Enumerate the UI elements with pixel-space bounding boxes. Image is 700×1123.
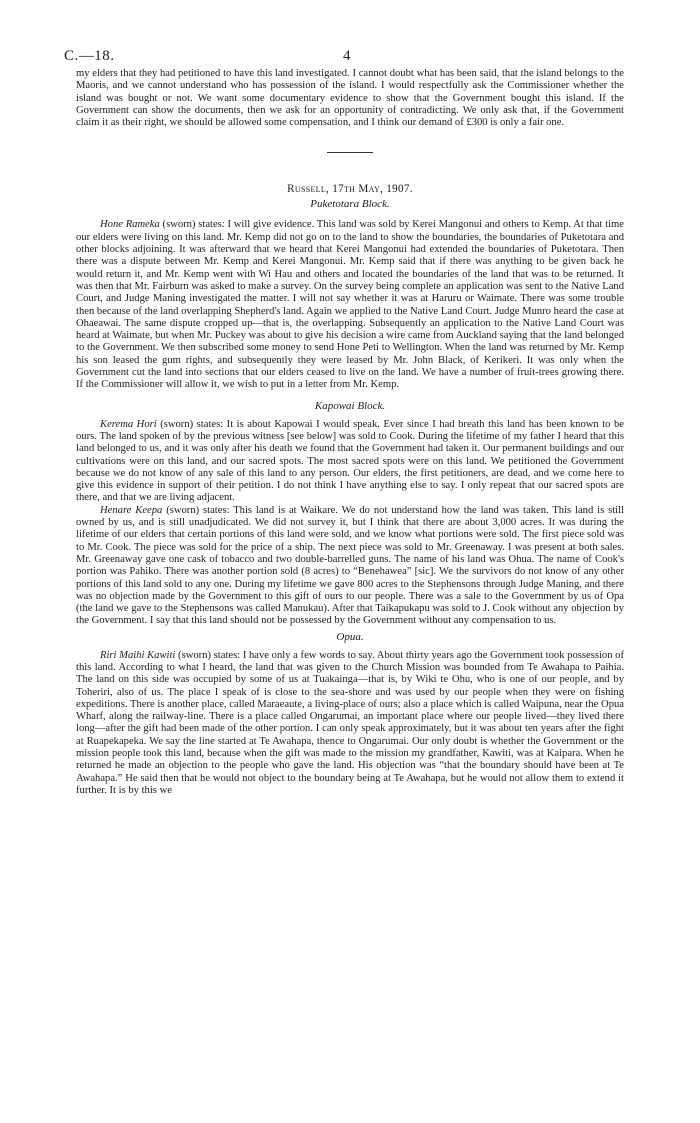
document-page: [64, 44, 624, 797]
section-divider: [327, 152, 373, 153]
witness-name: Kerema Hori: [100, 418, 157, 430]
statement-text: (sworn) states: I have only a few words to say. About thirty years ago the Government took possession of this land. According to what I heard, the land that was given to the Church Mission was bounded from Te Awahapa to Paihia. The land on this side was occupied by some of us at Tuakainga—that is, by Wiki te Ohu, who is one of our people, and by Toheriri, also of us. The place I speak of is close to the sea-shore and was used by our people when they were on fishing expeditions. There is another place, called Maraeaute, a living-place of ours; also a place which is called Waipuna, near the Opua Wharf, along the railway-line. There is a place called Ongarumai, an important place where our people lived—they lived there long—after the gift had been made of the other portion. I can only speak approximately, but it was about ten years after the fight at Ruapekapeka. We say the line started at Te Awahapa, thence to Ongarumai. Our only doubt is whether the Government or the mission people took this land, because when the gift was made to the mission my grandfather, Kawiti, was at Kaipara. When he returned he made an objection to the people who gave the land. His objection was “that the boundary should have been at Te Awahapa.” He said then that he would not object to the boundary being at Te Awahapa, but he would not allow them to extend it further. It is by this we: [76, 649, 624, 796]
statement-paragraph: [76, 419, 624, 505]
section-title-puketotara: Puketotara Block.: [310, 198, 390, 211]
witness-name: Hone Rameka: [100, 219, 160, 231]
document-reference: C.—18.: [64, 48, 115, 64]
statement-text: (sworn) states: This land is at Waikare. We do not understand how the land was taken. This land is still owned by us, and is still unadjudicated. We did not survey it, but I think that there are about 3,000 acres. It was during the lifetime of our elders that certain portions of this land were sold, and we know what portions were sold. The first piece sold was to Mr. Cook. The piece was sold for the price of a ship. The next piece was sold to Mr. Greenaway. I was present at both sales. Mr. Greenaway gave one cask of tobacco and two double-barrelled guns. The name of his land was Ohua. The name of Cook's portion was Pahiko. There was another portion sold (8 acres) to “Benehawea” [sic]. We the survivors do not know of any other portions of this land sold to any one. During my lifetime we gave 800 acres to the Stephensons through Judge Maning, and there was no objection made by the Government to this gift of ours to our people. There was a sale to the Government by us of Opa (the land we gave to the Stephensons was called Manukau). After that Taikapukapu was sold to J. Cook without any objection by the Government. I say that this land should not be possessed by the Government without any compensation to us.: [76, 504, 624, 627]
statement-paragraph: [76, 650, 624, 798]
section-title-kapowai: Kapowai Block.: [314, 399, 386, 412]
statement-paragraph: [76, 219, 624, 391]
section-title-opua: Opua.: [336, 630, 364, 643]
witness-name: Riri Maihi Kawiti: [100, 649, 176, 661]
statement-text: (sworn) states: I will give evidence. This land was sold by Kerei Mangonui and others to Kemp. At that time our elders were living on this land. Mr. Kemp did not go on to the land to show the boundaries, the boundaries of Puketotara and other blocks adjoining. It was afterward that we heard that Kerei Mangonui had extended the boundaries of Puketotara. Then there was a dispute between Mr. Kemp and Kerei Mangonui. Mr. Kemp said that if there was anything to be given back he would return it, and Mr. Kemp went with Wi Hau and others and located the boundaries of the land that was to be returned. It was then that Mr. Fairburn was asked to make a survey. On the survey being complete an application was sent to the Native Land Court, and Judge Maning investigated the matter. I will not say whether it was at Haruru or Waimate. There was some trouble then because of the land overlapping Shepherd's land. Again we applied to the Native Land Court. Judge Munro heard the case at Ohaeawai. The same dispute cropped up—that is, the overlapping. Subsequently an application to the Native Land Court was heard at Waimate, but when Mr. Puckey was about to give his decision a wire came from Auckland saying that the land belonged to the Government. We then subscribed some money to send Hone Peti to Wellington. When the land was returned by Mr. Kemp his son leased the gum rights, and subsequently they were leased by Mr. John Black, of Kerikeri. It was only when the Government cut the land into sections that our elders ceased to live on the land. We have a number of fruit-trees growing there. If the Commissioner will allow it, we wish to put in a letter from Mr. Kemp.: [76, 219, 624, 391]
session-heading: Russell, 17th May, 1907.: [287, 183, 413, 196]
continuation-paragraph: my elders that they had petitioned to have this land investigated. I cannot doubt what has been said, that the island belongs to the Maoris, and we cannot understand who has possession of the island. I would respectfully ask the Commissioner whether the island was bought or not. We want some documentary evidence to show that the Government bought this island. If the Government can show the documents, then we ask for an opportunity of contradicting. We only ask that, if the Government claim it as their right, we should be allowed some compensation, and I think our demand of £300 is only a fair one.: [76, 68, 624, 129]
page-header: [64, 44, 624, 68]
page-number: 4: [343, 48, 351, 64]
witness-name: Henare Keepa: [100, 504, 163, 516]
statement-paragraph: [76, 505, 624, 628]
statement-text: (sworn) states: It is about Kapowai I would speak. Ever since I had breath this land has been known to be ours. The land spoken of by the previous witness [see below] was sold to Cook. During the lifetime of my father I heard that this land belonged to us, and it was only after his death we found that the Government had taken it. Our permanent buildings and our cultivations were on this land, and our sacred spots. The most sacred spots were on this land. We petitioned the Government because we do not know of any sale of this land to any person. Our elders, the first petitioners, are dead, and we come here to give this evidence in support of their petition. I do not think I have anything else to say. I only repeat that our sacred spots are there, and that we are living adjacent.: [76, 418, 624, 504]
